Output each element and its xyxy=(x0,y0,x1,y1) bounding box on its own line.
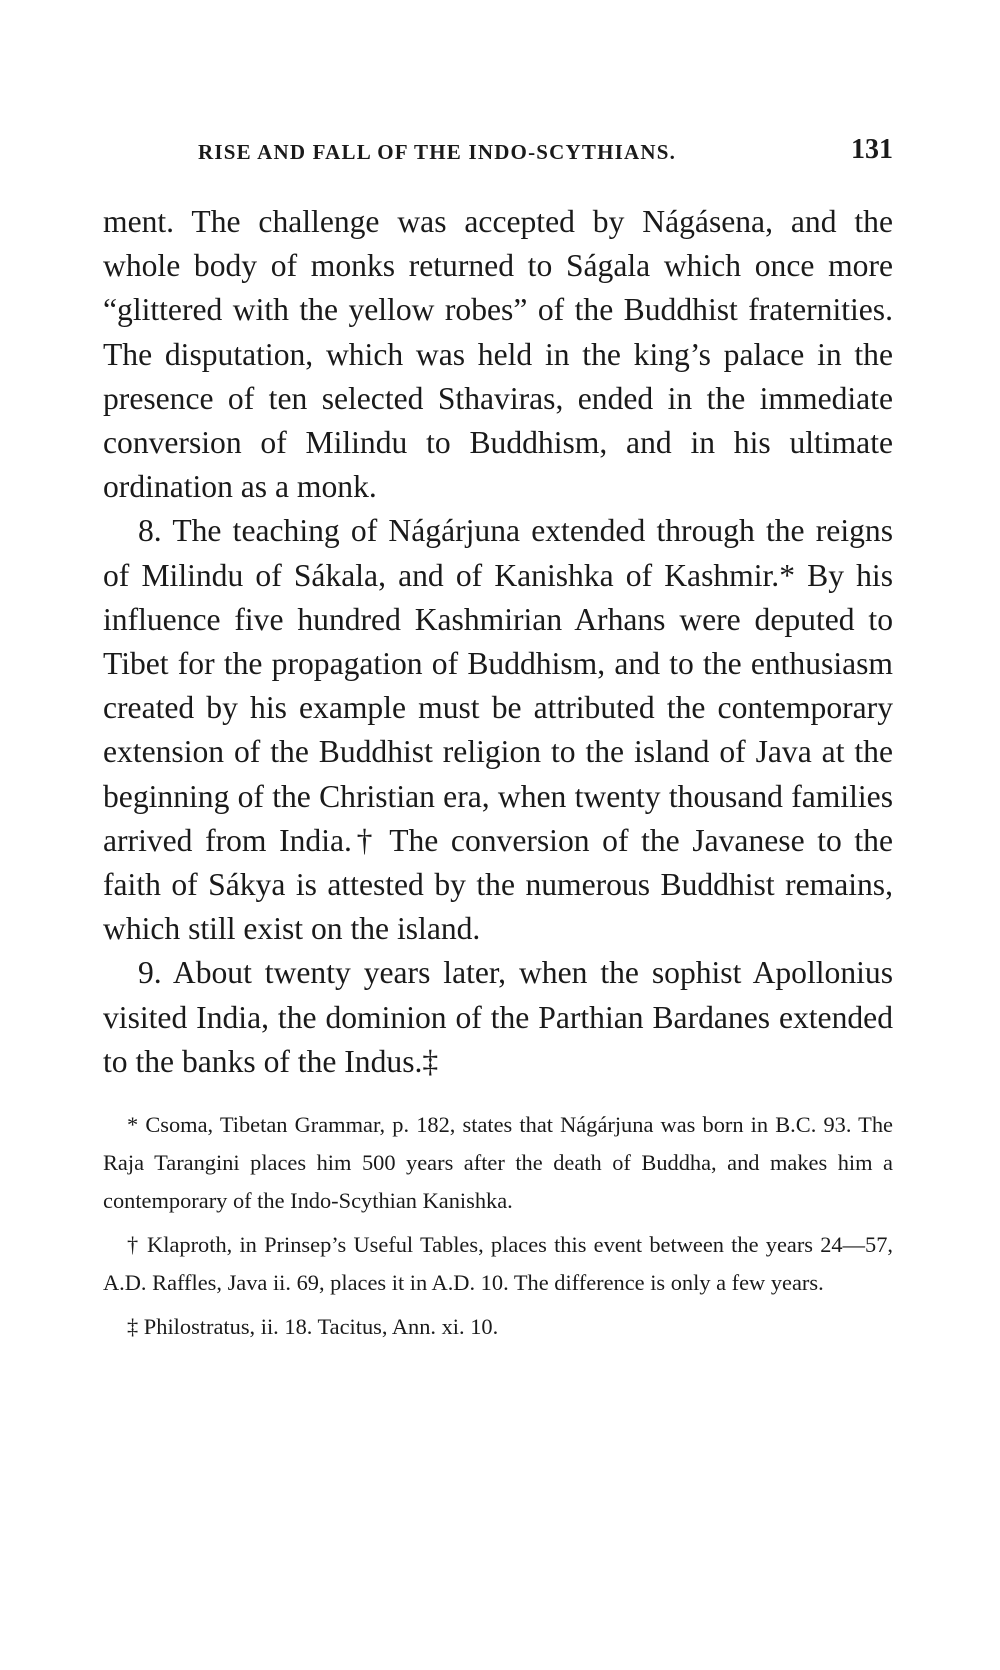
footnote-double-dagger: ‡ Philostratus, ii. 18. Tacitus, Ann. xi. 10. xyxy=(127,1314,499,1340)
footnote-dagger: † Klaproth, in Prinsep’s Useful Tables, places this event between the years 24—57, A.D. Raffles, Java ii. 69, places it in A.D. 10. The difference is only a few years. xyxy=(103,1232,893,1296)
running-title: RISE AND FALL OF THE INDO-SCYTHIANS. xyxy=(198,140,677,164)
paragraph-9: 9. About twenty years later, when the sophist Apollonius visited India, the dominion of the Parthian Bardanes extended to the banks of the Indus.‡ xyxy=(103,955,893,1079)
paragraph-continued: ment. The challenge was accepted by Nágásena, and the whole body of monks returned to Ságala which once more “glittered with the yellow robes” of the Buddhist fraternities. The disputation, which was held in the king’s palace in the presence of ten selected Sthaviras, ended in the immediate conversion of Milindu to Buddhism, and in his ultimate ordination as a monk. xyxy=(103,204,893,505)
footnotes xyxy=(103,1106,893,1346)
footnote-asterisk: * Csoma, Tibetan Grammar, p. 182, states that Nágárjuna was born in B.C. 93. The Raja Tarangini places him 500 years after the death of Buddha, and makes him a contemporary of the Indo-Scythian Kanishka. xyxy=(103,1112,893,1214)
running-head xyxy=(103,130,893,170)
paragraph-8: 8. The teaching of Nágárjuna extended through the reigns of Milindu of Sákala, and of Kanishka of Kashmir.* By his influence five hundred Kashmirian Arhans were deputed to Tibet for the propagation of Buddhism, and to the enthusiasm created by his example must be attributed the contemporary extension of the Buddhist religion to the island of Java at the beginning of the Christian era, when twenty thousand families arrived from India.† The conversion of the Javanese to the faith of Sákya is attested by the numerous Buddhist remains, which still exist on the island. xyxy=(103,513,893,947)
page-number: 131 xyxy=(851,134,893,165)
body-text xyxy=(103,200,893,1084)
book-page xyxy=(103,130,893,1346)
